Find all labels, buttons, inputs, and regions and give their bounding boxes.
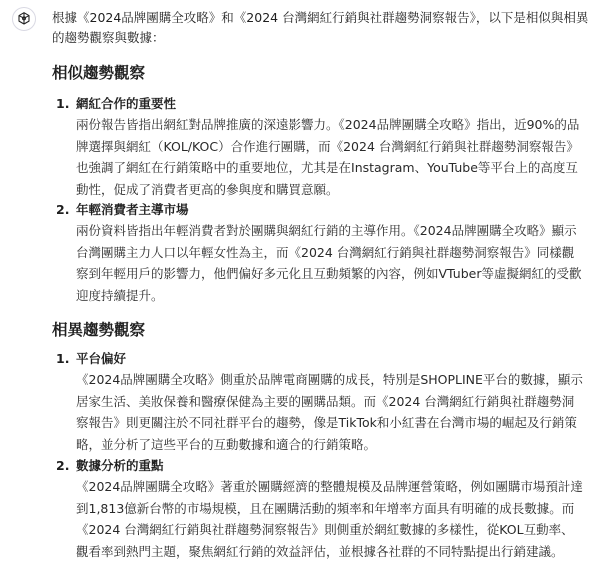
list-item xyxy=(52,456,592,562)
item-number: 1. xyxy=(56,96,70,111)
openai-logo-icon xyxy=(16,11,32,27)
message-content xyxy=(52,0,592,559)
list-item xyxy=(52,349,592,455)
item-title-text: 年輕消費者主導市場 xyxy=(76,202,189,217)
item-body: 《2024品牌團購全攻略》側重於品牌電商團購的成長，特別是SHOPLINE平台的數據，顯示居家生活、美妝保養和醫療保健為主要的團購品類。而《2024 台灣網紅行銷與社群趨勢洞察報告》則更關注於不同社群平台的趨勢，像是TikTok和小紅書在台灣市場的崛起及行銷策略，並分析了這些平台的互動數據和適合的行銷策略。 xyxy=(76,372,583,452)
intro-text: 根據《2024品牌團購全攻略》和《2024 台灣網紅行銷與社群趨勢洞察報告》，以下是相似與相異的趨勢觀察與數據： xyxy=(52,10,589,45)
item-number: 2. xyxy=(56,202,70,217)
item-title-text: 平台偏好 xyxy=(76,351,127,366)
section-heading-different: 相異趨勢觀察 xyxy=(52,321,146,339)
list-item xyxy=(52,200,592,306)
list-item xyxy=(52,94,592,200)
item-number: 2. xyxy=(56,458,70,473)
item-number: 1. xyxy=(56,351,70,366)
item-title xyxy=(52,200,592,220)
item-title xyxy=(52,94,592,114)
assistant-avatar xyxy=(12,7,36,31)
item-title-text: 數據分析的重點 xyxy=(76,458,164,473)
section-heading-similar: 相似趨勢觀察 xyxy=(52,64,146,82)
item-body: 兩份報告皆指出網紅對品牌推廣的深遠影響力。《2024品牌團購全攻略》指出，近90%的品牌選擇與網紅（KOL/KOC）合作進行團購，而《2024 台灣網紅行銷與社群趨勢洞察報告》也強調了網紅在行銷策略中的重要地位，尤其是在Instagram、YouTube等平台上的高度互動性，促成了消費者更高的參與度和購買意願。 xyxy=(76,117,580,197)
item-title xyxy=(52,456,592,476)
item-body: 兩份資料皆指出年輕消費者對於團購與網紅行銷的主導作用。《2024品牌團購全攻略》顯示台灣團購主力人口以年輕女性為主，而《2024 台灣網紅行銷與社群趨勢洞察報告》同樣觀察到年輕用戶的影響力，他們偏好多元化且互動頻繁的內容，例如VTuber等虛擬網紅的受歡迎度持續提升。 xyxy=(76,223,582,303)
item-body: 《2024品牌團購全攻略》著重於團購經濟的整體規模及品牌運營策略，例如團購市場預計達到1,813億新台幣的市場規模，且在團購活動的頻率和年增率方面具有明確的成長數據。而《2024 台灣網紅行銷與社群趨勢洞察報告》則側重於網紅數據的多樣性，從KOL互動率、觀看率到熱門主題，聚焦網紅行銷的效益評估，並根據各社群的不同特點提出行銷建議。 xyxy=(76,479,583,559)
item-title xyxy=(52,349,592,369)
item-title-text: 網紅合作的重要性 xyxy=(76,96,177,111)
